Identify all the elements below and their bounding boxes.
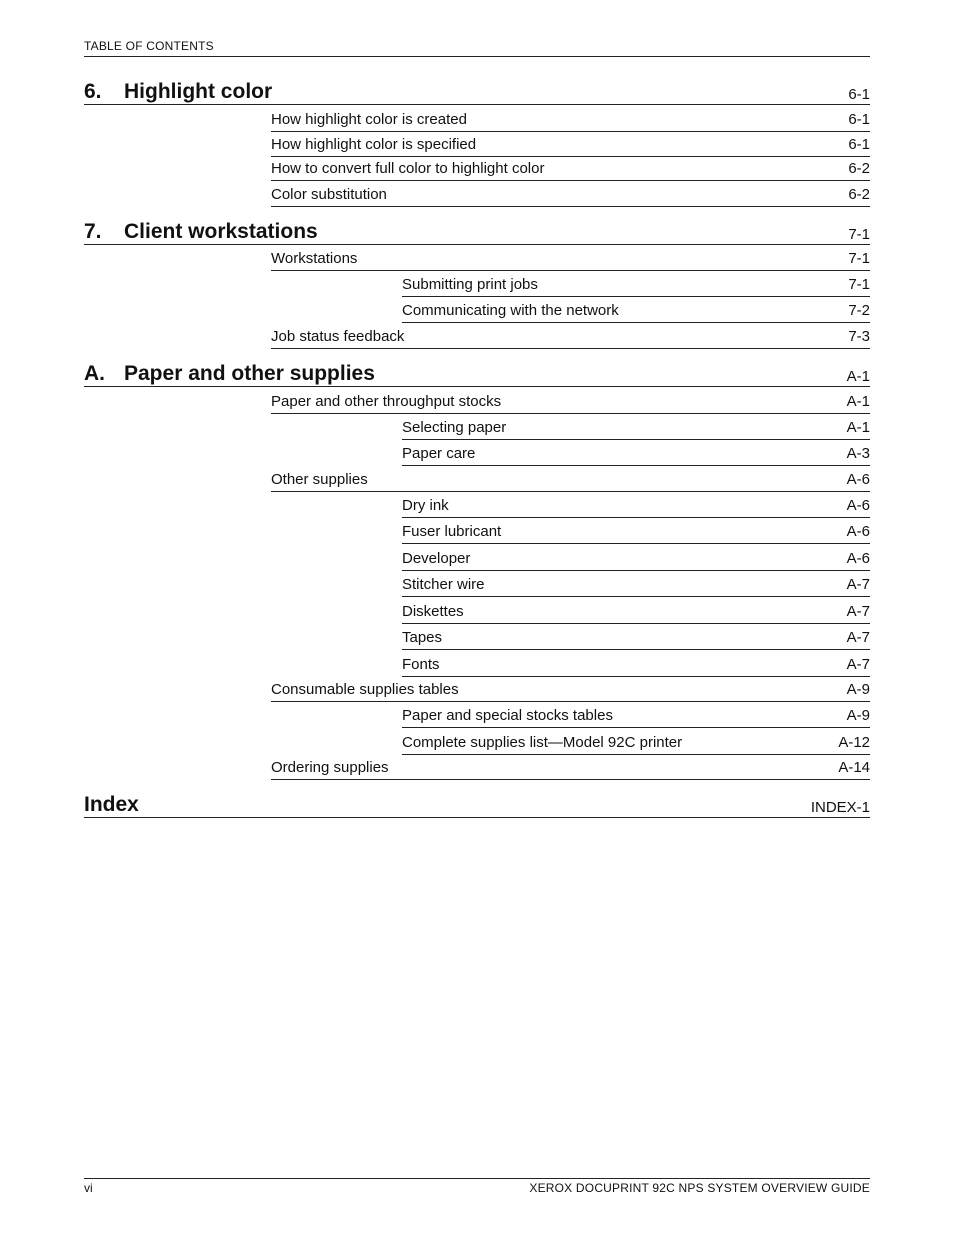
toc-entry[interactable]	[271, 108, 870, 132]
toc-subentry[interactable]	[402, 652, 870, 677]
page-number: A-6	[846, 549, 870, 567]
entry-title: Paper care	[402, 444, 476, 462]
page-number: A-14	[838, 759, 870, 776]
footer-rule	[84, 1178, 870, 1179]
toc-chapter[interactable]	[84, 79, 870, 105]
toc-entry[interactable]	[271, 390, 870, 414]
chapter-title	[84, 80, 272, 104]
toc-subentry[interactable]	[402, 703, 870, 728]
entry-title: Selecting paper	[402, 418, 507, 436]
entry-title: Color substitution	[271, 186, 387, 203]
page-number: 6-1	[848, 136, 870, 153]
chapter-number: A.	[84, 361, 105, 385]
chapter-title	[84, 793, 139, 817]
chapter-title-text: Client workstations	[124, 219, 318, 243]
entry-title: How to convert full color to highlight color	[271, 160, 545, 177]
toc-chapter[interactable]	[84, 361, 870, 387]
page-number: 6-2	[848, 160, 870, 177]
toc-chapter[interactable]	[84, 792, 870, 818]
entry-title: Submitting print jobs	[402, 275, 538, 293]
page-number: A-7	[846, 655, 870, 673]
toc-entry[interactable]	[271, 183, 870, 207]
page-number: A-6	[846, 471, 870, 488]
page-number: A-3	[846, 444, 870, 462]
page-number: A-7	[846, 602, 870, 620]
chapter-title	[84, 362, 375, 386]
page-number: A-1	[846, 368, 870, 385]
page-number: A-9	[846, 681, 870, 698]
toc-entry[interactable]	[271, 756, 870, 780]
entry-title: Workstations	[271, 250, 358, 267]
toc-chapter[interactable]	[84, 219, 870, 245]
page-number: INDEX-1	[810, 799, 870, 816]
page-number: A-12	[838, 733, 870, 751]
toc-entry[interactable]	[271, 468, 870, 492]
toc-entry[interactable]	[271, 678, 870, 702]
toc-subentry[interactable]	[402, 519, 870, 544]
footer-doc-title: XEROX DOCUPRINT 92C NPS SYSTEM OVERVIEW GUIDE	[529, 1181, 870, 1195]
entry-title: Dry ink	[402, 496, 449, 514]
toc-subentry[interactable]	[402, 415, 870, 440]
toc-subentry[interactable]	[402, 272, 870, 297]
entry-title: Diskettes	[402, 602, 464, 620]
page-number: 6-1	[848, 86, 870, 103]
toc-subentry[interactable]	[402, 625, 870, 650]
chapter-title-text: Paper and other supplies	[124, 361, 375, 385]
page-number: A-1	[846, 418, 870, 436]
entry-title: Ordering supplies	[271, 759, 389, 776]
toc-entry[interactable]	[271, 157, 870, 181]
entry-title: Communicating with the network	[402, 301, 619, 319]
page-number: A-9	[846, 706, 870, 724]
page-number: 6-1	[848, 111, 870, 128]
footer-page-number: vi	[84, 1181, 93, 1195]
entry-title: Fuser lubricant	[402, 522, 502, 540]
entry-title: Stitcher wire	[402, 575, 485, 593]
toc-entry[interactable]	[271, 247, 870, 271]
toc-entry[interactable]	[271, 133, 870, 157]
page-number: A-7	[846, 628, 870, 646]
entry-title: How highlight color is created	[271, 111, 467, 128]
chapter-number: 7.	[84, 219, 102, 243]
page-number: A-7	[846, 575, 870, 593]
page-number: 7-1	[848, 226, 870, 243]
toc-subentry[interactable]	[402, 441, 870, 466]
page-number: 6-2	[848, 186, 870, 203]
entry-title: Fonts	[402, 655, 440, 673]
page-number: A-6	[846, 522, 870, 540]
toc-subentry[interactable]	[402, 298, 870, 323]
page-number: A-1	[846, 393, 870, 410]
entry-title: Tapes	[402, 628, 443, 646]
page-number: A-6	[846, 496, 870, 514]
chapter-title-text: Highlight color	[124, 79, 273, 103]
entry-title: How highlight color is specified	[271, 136, 477, 153]
page-number: 7-1	[848, 250, 870, 267]
toc-subentry[interactable]	[402, 730, 870, 755]
chapter-title-text: Index	[84, 792, 139, 816]
entry-title: Paper and other throughput stocks	[271, 393, 502, 410]
entry-title: Consumable supplies tables	[271, 681, 459, 698]
chapter-number: 6.	[84, 79, 102, 103]
running-header: TABLE OF CONTENTS	[84, 39, 214, 53]
toc-subentry[interactable]	[402, 599, 870, 624]
entry-title: Job status feedback	[271, 328, 405, 345]
header-rule	[84, 56, 870, 57]
entry-title: Other supplies	[271, 471, 368, 488]
entry-title: Paper and special stocks tables	[402, 706, 613, 724]
page-number: 7-1	[848, 275, 870, 293]
toc-subentry[interactable]	[402, 493, 870, 518]
entry-title: Developer	[402, 549, 471, 567]
chapter-title	[84, 220, 318, 244]
toc-entry[interactable]	[271, 325, 870, 349]
toc-subentry[interactable]	[402, 546, 870, 571]
toc-subentry[interactable]	[402, 572, 870, 597]
page-number: 7-2	[848, 301, 870, 319]
page-number: 7-3	[848, 328, 870, 345]
entry-title: Complete supplies list—Model 92C printer	[402, 733, 683, 751]
